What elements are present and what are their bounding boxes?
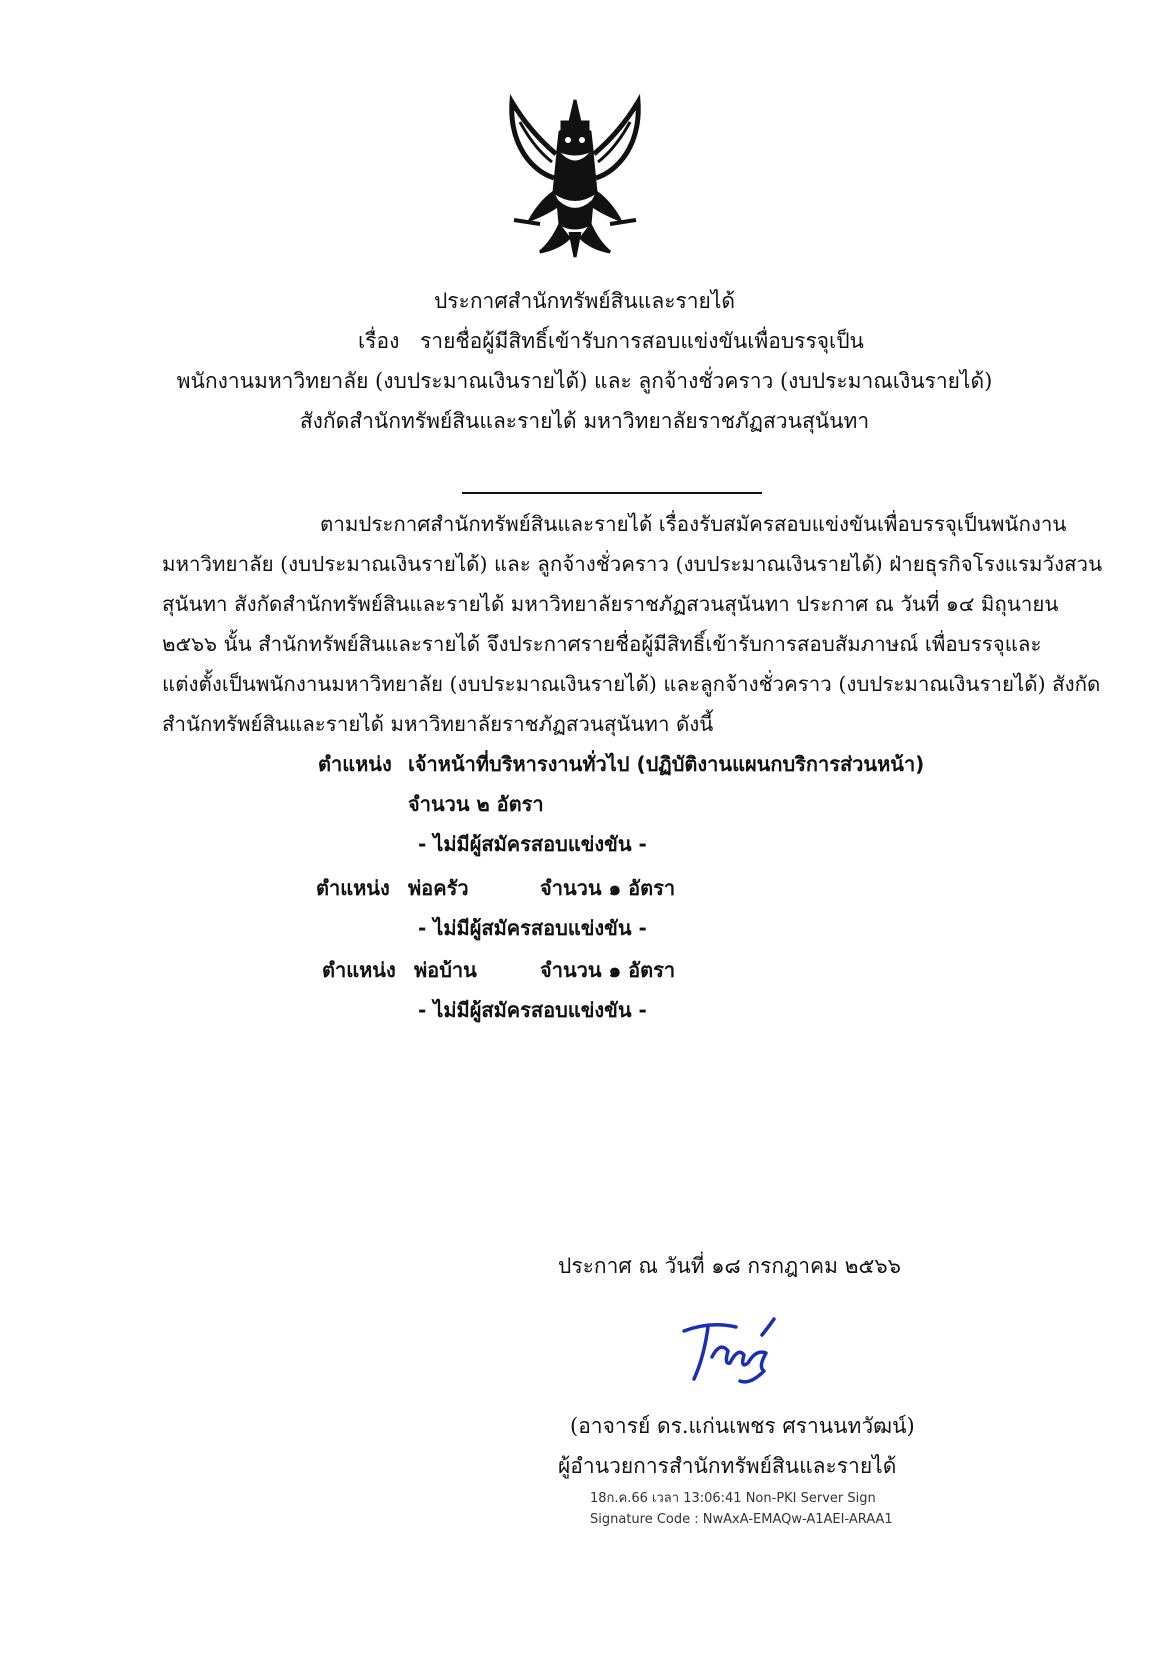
signer-name: (อาจารย์ ดร.แก่นเพชร ศรานนทวัฒน์) [570, 1414, 915, 1438]
announcement-title: ประกาศสำนักทรัพย์สินและรายได้ [433, 289, 736, 313]
body-line-2: มหาวิทยาลัย (งบประมาณเงินรายได้) และ ลูกจ้างชั่วคราว (งบประมาณเงินรายได้) ฝ่ายธุรกิจโรงแรมวังสวน [162, 552, 1103, 576]
position-count: จำนวน ๑ อัตรา [540, 958, 676, 982]
header-divider [462, 492, 762, 494]
position-label: ตำแหน่ง [318, 752, 392, 776]
signer-title: ผู้อำนวยการสำนักทรัพย์สินและรายได้ [558, 1454, 897, 1478]
position-note: - ไม่มีผู้สมัครสอบแข่งขัน - [418, 998, 647, 1022]
position-count: จำนวน ๑ อัตรา [540, 876, 676, 900]
signature-code: Signature Code : NwAxA-EMAQw-A1AEI-ARAA1 [590, 1512, 893, 1527]
body-line-3: สุนันทา สังกัดสำนักทรัพย์สินและรายได้ มหาวิทยาลัยราชภัฏสวนสุนันทา ประกาศ ณ วันที่ ๑๔ มิถุนายน [162, 592, 1059, 616]
body-line-1: ตามประกาศสำนักทรัพย์สินและรายได้ เรื่องรับสมัครสอบแข่งขันเพื่อบรรจุเป็นพนักงาน [320, 512, 1067, 536]
position-count: จำนวน ๒ อัตรา [408, 792, 544, 816]
position-title: เจ้าหน้าที่บริหารงานทั่วไป (ปฏิบัติงานแผนกบริการส่วนหน้า) [408, 752, 925, 776]
subject-line-2: พนักงานมหาวิทยาลัย (งบประมาณเงินรายได้) และ ลูกจ้างชั่วคราว (งบประมาณเงินรายได้) [176, 369, 993, 393]
body-line-6: สำนักทรัพย์สินและรายได้ มหาวิทยาลัยราชภัฏสวนสุนันทา ดังนี้ [162, 712, 714, 736]
announcement-date: ประกาศ ณ วันที่ ๑๘ กรกฎาคม ๒๕๖๖ [558, 1254, 901, 1278]
body-line-4: ๒๕๖๖ นั้น สำนักทรัพย์สินและรายได้ จึงประกาศรายชื่อผู้มีสิทธิ์เข้ารับการสอบสัมภาษณ์ เพื่อบรรจุและ [162, 632, 1042, 656]
position-title: พ่อบ้าน [414, 958, 477, 982]
body-line-5: แต่งตั้งเป็นพนักงานมหาวิทยาลัย (งบประมาณเงินรายได้) และลูกจ้างชั่วคราว (งบประมาณเงินรายได้) สังกัด [162, 672, 1101, 696]
position-note: - ไม่มีผู้สมัครสอบแข่งขัน - [418, 916, 647, 940]
subject-line-3: สังกัดสำนักทรัพย์สินและรายได้ มหาวิทยาลัยราชภัฏสวนสุนันทา [299, 409, 870, 433]
signature-icon [670, 1305, 790, 1395]
position-title: พ่อครัว [408, 876, 469, 900]
position-label: ตำแหน่ง [322, 958, 396, 982]
sign-stamp: 18ก.ค.66 เวลา 13:06:41 Non-PKI Server Sign [590, 1491, 876, 1506]
subject-text: รายชื่อผู้มีสิทธิ์เข้ารับการสอบแข่งขันเพื่อบรรจุเป็น [420, 329, 864, 353]
subject-label: เรื่อง [358, 329, 400, 353]
position-label: ตำแหน่ง [316, 876, 390, 900]
position-note: - ไม่มีผู้สมัครสอบแข่งขัน - [418, 832, 647, 856]
garuda-emblem-icon [500, 92, 650, 262]
